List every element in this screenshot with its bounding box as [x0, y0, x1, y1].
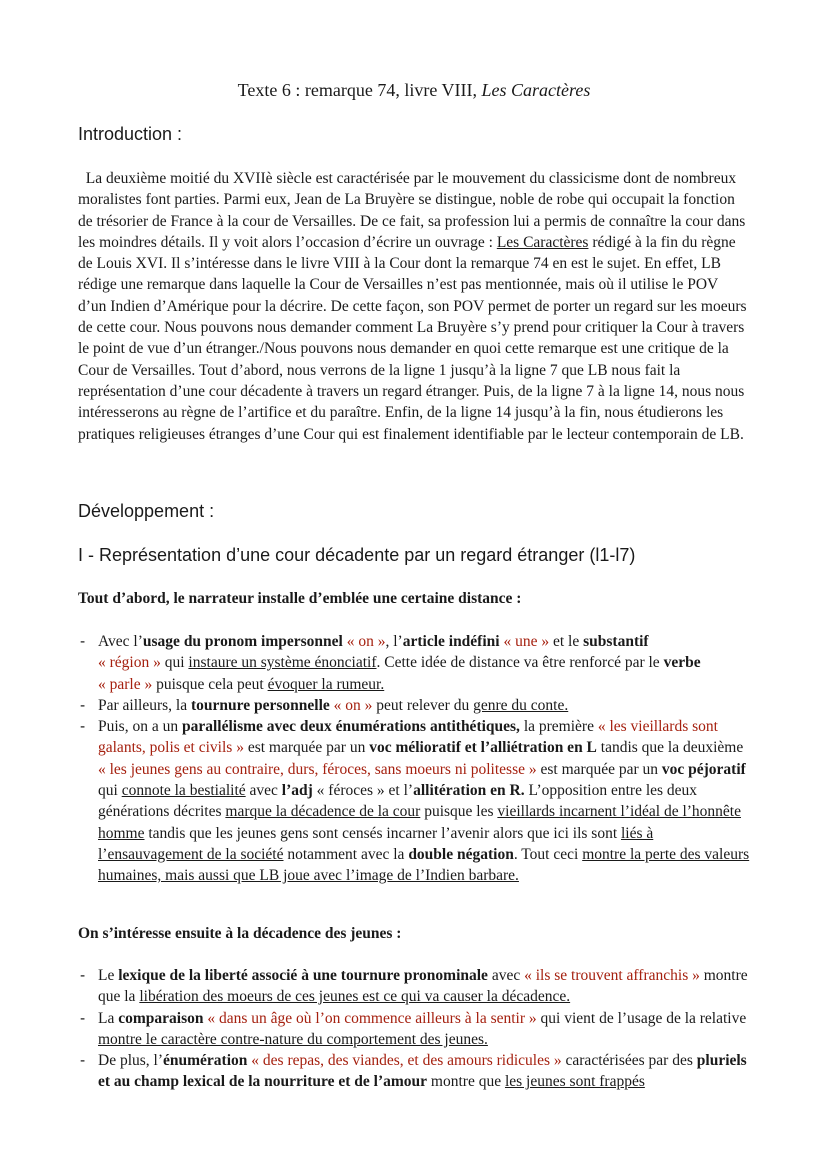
text-run: liés à l’ensauvagement de la société — [98, 824, 654, 863]
distance-list — [78, 631, 750, 887]
list-item — [78, 631, 750, 695]
text-run: qui vient de l’usage de la relative — [536, 1009, 747, 1027]
development-heading: Développement : — [78, 501, 215, 521]
text-run: énumération — [163, 1052, 248, 1070]
text-run: « parle » — [98, 675, 153, 693]
text-run: « féroces » et l’ — [312, 782, 414, 800]
text-run: L’opposition entre les deux générations décrites — [98, 782, 698, 821]
text-run: voc mélioratif et l’alliétration en L — [369, 739, 597, 757]
text-run: libération des moeurs de ces jeunes est ce qui va causer la décadence. — [139, 988, 571, 1006]
text-run: « une » — [499, 633, 550, 650]
title-book-italic: Les Caractères — [481, 80, 591, 100]
book-title-underlined: Les Caractères — [496, 233, 589, 251]
text-run: pluriels et au champ lexical de la nourriture et de l’amour — [98, 1052, 747, 1091]
text-run: « les jeunes gens au contraire, durs, féroces, sans moeurs ni politesse » — [98, 760, 537, 778]
text-run: l’adj — [281, 782, 313, 800]
text-run: . Tout ceci — [513, 845, 583, 863]
title-text: Texte 6 : remarque 74, livre VIII, — [237, 80, 482, 100]
subheading-youth: On s’intéresse ensuite à la décadence des jeunes : — [78, 925, 402, 942]
text-run: avec — [487, 967, 525, 984]
text-run: La deuxième moitié du XVIIè siècle est caractérisée par le mouvement du classicisme dont de nombreux moralistes font parties. Parmi eux, Jean de La Bruyère se distingue, noble de robe qui occupait la fonction de trésorier de France à la cour de Versailles. De ce fait, sa profession lui a permis de connaître la cour dans les moindres détails. Il y voit alors l’occasion d’écrire un ouvrage : — [78, 170, 746, 251]
text-run: « on » — [329, 696, 373, 714]
text-run: vieillards incarnent l’idéal de l’honnête homme — [98, 803, 741, 842]
text-run: est marquée par un — [536, 760, 662, 778]
text-run: marque la décadence de la cour — [225, 803, 421, 821]
text-run: rédigé à la fin du règne de Louis XVI. Il s’intéresse dans le livre VIII à la Cour dont la remarque 74 en est le sujet. En effet, LB rédige une remarque dans laquelle la Cour de Versailles n’est pas mentionnée, mais où il utilise le POV d’un Indien d’Amérique pour la décrire. De cette façon, son POV permet de porter un regard sur les moeurs de cette cour. Nous pouvons nous demander comment La Bruyère s’y prend pour critiquer la Cour à travers le point de vue d’un étranger./Nous pouvons nous demander en quoi cette remarque est une critique de la Cour de Versailles. Tout d’abord, nous verrons de la ligne 1 jusqu’à la ligne 7 que LB nous fait la représentation d’une cour décadente à travers un regard étranger. Puis, de la ligne 7 à la ligne 14, nous nous intéresserons au règne de l’artifice et du paraître. Enfin, de la ligne 14 jusqu’à la fin, nous étudierons les pratiques religieuses étranges d’une Cour qui est finalement identifiable par le lecteur contemporain de LB. — [78, 233, 747, 443]
text-run: « région » — [98, 654, 161, 672]
text-run: tandis que les jeunes gens sont censés incarner l’avenir alors que ici ils sont — [144, 824, 621, 842]
text-run: Avec l’ — [98, 633, 143, 650]
text-run: connote la bestialité — [121, 782, 246, 800]
text-run: voc péjoratif — [661, 760, 746, 778]
text-run: verbe — [663, 654, 701, 672]
list-item — [78, 695, 750, 716]
subheading-distance: Tout d’abord, le narrateur installe d’emblée une certaine distance : — [78, 590, 522, 607]
text-run: qui — [160, 654, 189, 672]
text-run: genre du conte. — [473, 696, 569, 714]
text-run: montre la perte des valeurs humaines, mais aussi que LB joue avec l’image de l’Indien barbare. — [98, 845, 750, 885]
youth-list — [78, 965, 750, 1093]
text-run: article indéfini — [402, 633, 500, 650]
list-item — [78, 965, 750, 1008]
text-run: avec — [245, 782, 282, 800]
introduction-heading: Introduction : — [78, 124, 183, 144]
text-run: tournure personnelle — [190, 696, 330, 714]
text-run: peut relever du — [372, 696, 474, 714]
text-run: tandis que la deuxième — [596, 739, 744, 757]
text-run: qui — [98, 782, 122, 800]
text-run: , l’ — [385, 633, 403, 650]
text-run: Le — [98, 967, 119, 984]
text-run: et le — [549, 633, 584, 650]
text-run: « on » — [342, 633, 386, 650]
text-run: usage du pronom impersonnel — [142, 633, 343, 650]
text-run: substantif — [583, 633, 649, 650]
text-run: évoquer la rumeur. — [267, 675, 385, 693]
text-run: « des repas, des viandes, et des amours ridicules » — [247, 1052, 562, 1070]
text-run: . Cette idée de distance va être renforcé par le — [376, 654, 664, 672]
text-run: la première — [519, 718, 598, 736]
text-run: « ils se trouvent affranchis » — [524, 967, 700, 984]
list-item — [78, 1050, 750, 1093]
text-run: « les vieillards sont galants, polis et civils » — [98, 718, 718, 757]
document-title — [0, 80, 828, 101]
text-run: est marquée par un — [243, 739, 370, 757]
list-item — [78, 716, 750, 886]
text-run: double négation — [408, 845, 514, 863]
text-run: parallélisme avec deux énumérations antithétiques, — [181, 718, 520, 736]
text-run: « dans un âge où l’on commence ailleurs à la sentir » — [203, 1009, 537, 1027]
text-run: puisque les — [420, 803, 498, 821]
text-run: lexique de la liberté associé à une tournure pronominale — [118, 967, 488, 984]
text-run: instaure un système énonciatif — [188, 654, 377, 672]
text-run: montre que la — [98, 967, 748, 1006]
text-run: Par ailleurs, la — [98, 696, 191, 714]
text-run: notamment avec la — [283, 845, 409, 863]
text-run: Puis, on a un — [98, 718, 182, 736]
text-run: les jeunes sont frappés — [504, 1073, 645, 1091]
text-run: De plus, l’ — [98, 1052, 164, 1070]
text-run: La — [98, 1009, 119, 1027]
text-run: montre que — [427, 1073, 505, 1091]
text-run: montre le caractère contre-nature du comportement des jeunes. — [98, 1030, 488, 1048]
introduction-paragraph — [78, 168, 750, 445]
part1-heading: I - Représentation d’une cour décadente par un regard étranger (l1-l7) — [78, 545, 636, 565]
text-run: caractérisées par des — [561, 1052, 697, 1070]
text-run: comparaison — [118, 1009, 204, 1027]
text-run: puisque cela peut — [152, 675, 268, 693]
list-item — [78, 1008, 750, 1051]
text-run: allitération en R. — [413, 782, 525, 800]
